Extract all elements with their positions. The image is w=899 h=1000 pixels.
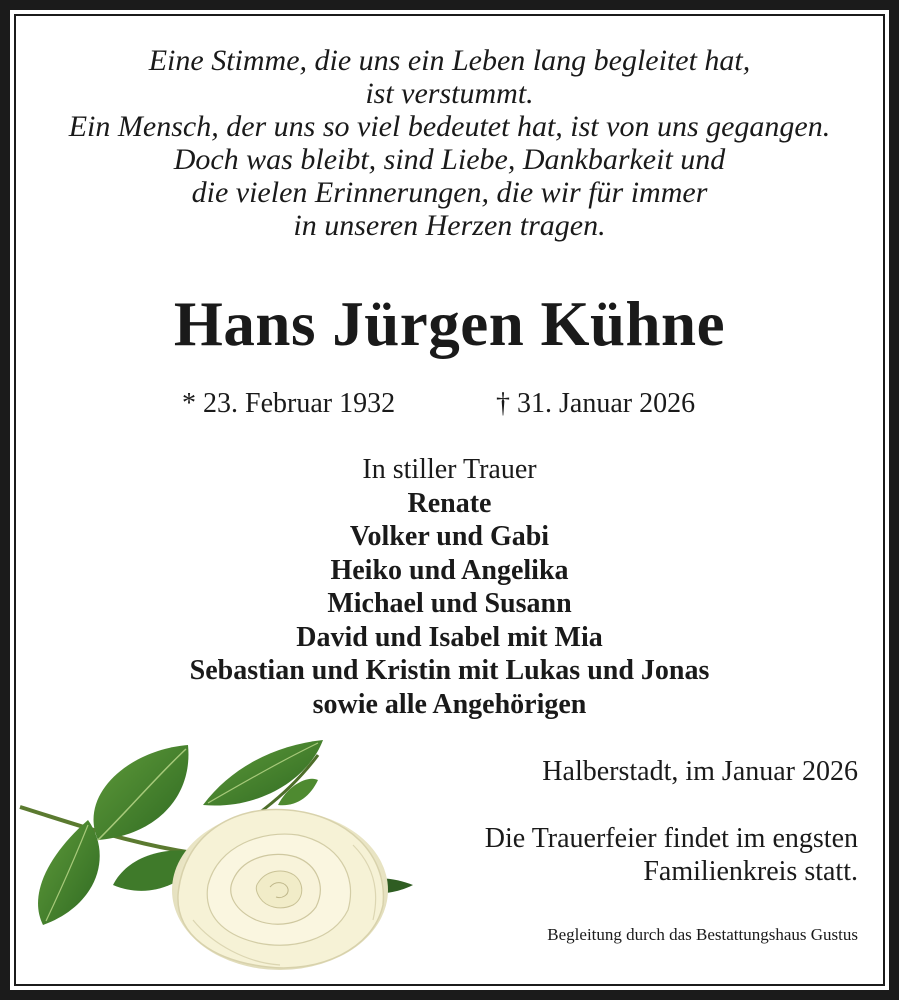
poem xyxy=(0,44,899,242)
place-and-date: Halberstadt, im Januar 2026 xyxy=(542,756,858,787)
mourner-name: Sebastian und Kristin mit Lukas und Jonas xyxy=(189,655,710,686)
white-rose-icon xyxy=(18,735,418,975)
ceremony-notice xyxy=(485,822,858,888)
poem-line: die vielen Erinnerungen, die wir für immer xyxy=(191,176,708,209)
mourner-name: David und Isabel mit Mia xyxy=(296,621,603,653)
poem-line: Eine Stimme, die uns ein Leben lang begleitet hat, xyxy=(148,44,751,77)
ceremony-line: Die Trauerfeier findet im engsten xyxy=(484,823,858,854)
ceremony-line: Familienkreis statt. xyxy=(643,856,858,887)
poem-line: ist verstummt. xyxy=(365,77,534,110)
undertaker-credit: Begleitung durch das Bestattungshaus Gustus xyxy=(547,925,858,944)
poem-line: Ein Mensch, der uns so viel bedeutet hat, ist von uns gegangen. xyxy=(68,110,831,143)
mourners-intro: In stiller Trauer xyxy=(362,454,537,485)
mourner-name: sowie alle Angehörigen xyxy=(312,688,587,720)
death-date: † 31. Januar 2026 xyxy=(496,388,696,419)
mourners-block xyxy=(0,453,899,721)
birth-date: * 23. Februar 1932 xyxy=(182,388,396,419)
mourner-name: Renate xyxy=(407,487,492,519)
poem-line: in unseren Herzen tragen. xyxy=(293,209,606,242)
mourner-name: Heiko und Angelika xyxy=(330,554,569,586)
mourner-name: Volker und Gabi xyxy=(349,521,550,552)
mourner-name: Michael und Susann xyxy=(327,588,572,619)
deceased-name: Hans Jürgen Kühne xyxy=(173,289,726,359)
poem-line: Doch was bleibt, sind Liebe, Dankbarkeit und xyxy=(173,143,726,176)
